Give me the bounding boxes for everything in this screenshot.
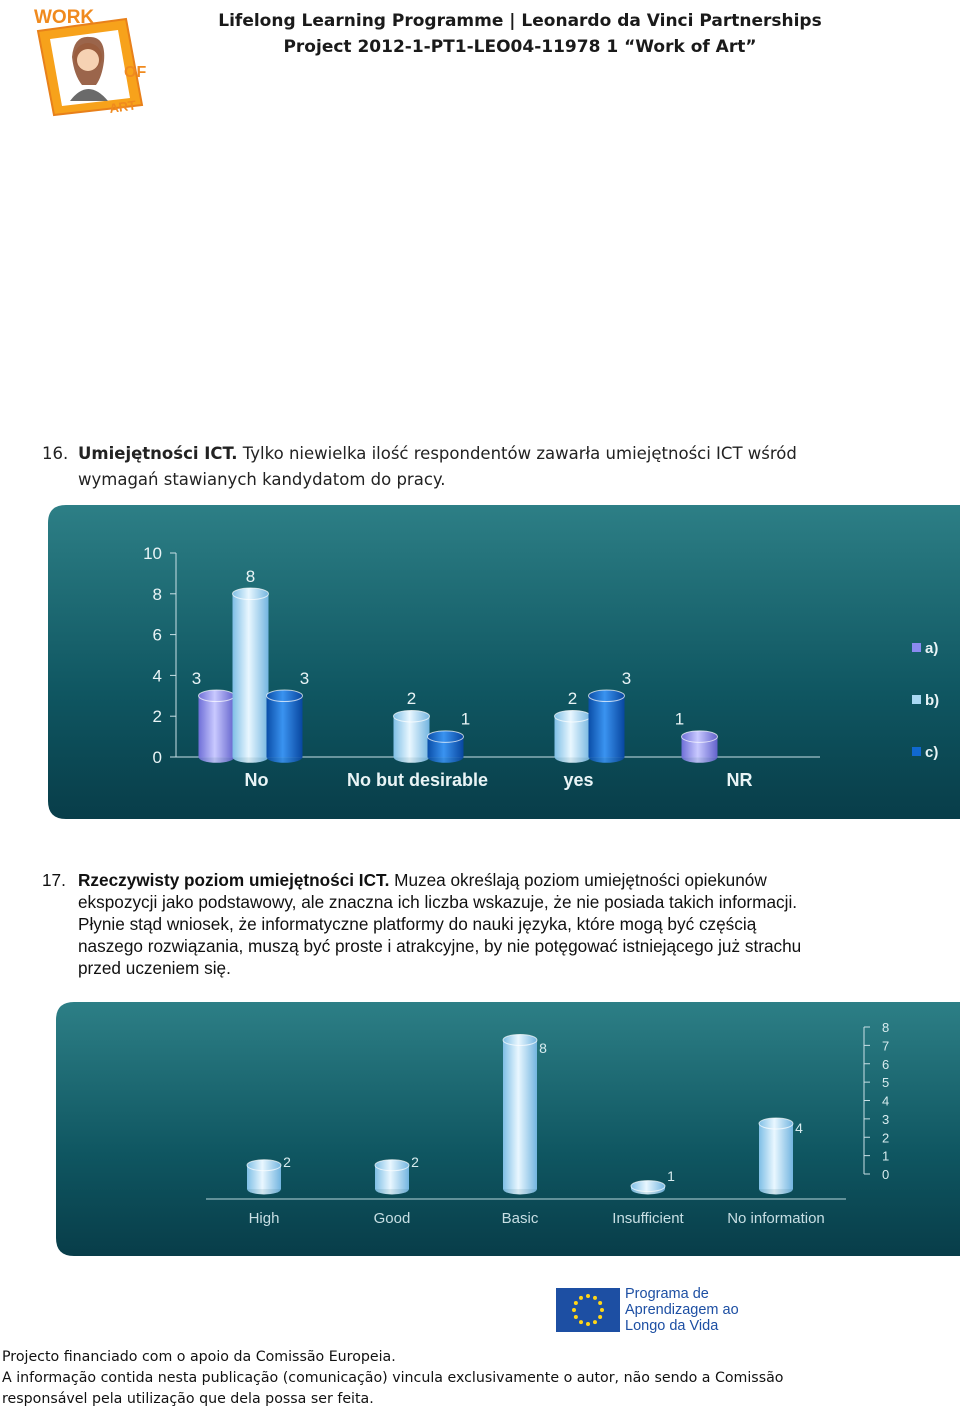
eu-flag-icon xyxy=(556,1288,620,1332)
chart-1-y-tick-label: 0 xyxy=(152,748,162,767)
footer-line-2: A informação contida nesta publicação (comunicação) vincula exclusivamente o autor, não sendo a Comissão xyxy=(2,1370,784,1386)
chart-2-data-label: 1 xyxy=(667,1168,675,1184)
chart-2-category-label: Basic xyxy=(501,1210,539,1227)
page-footer xyxy=(2,1347,942,1410)
eu-logo-line-1: Programa de xyxy=(625,1286,709,1302)
chart-1-data-label: 8 xyxy=(245,566,256,586)
chart-1-y-tick-label: 6 xyxy=(152,625,162,645)
section-16-number: 16. xyxy=(42,444,69,463)
section-17-line-3: naszego rozwiązania, muszą być proste i atrakcyjne, by nie potęgować istniejącego już strachu xyxy=(78,936,802,956)
chart-1-data-label: 1 xyxy=(674,709,685,729)
chart-1-data-label: 2 xyxy=(406,689,417,709)
eu-star-icon xyxy=(593,1296,597,1300)
chart-2-category-label: Good xyxy=(373,1210,411,1227)
section-16 xyxy=(42,441,842,493)
eu-programme-logo xyxy=(556,1288,756,1334)
eu-star-icon xyxy=(586,1294,590,1298)
chart-1-legend-swatch xyxy=(912,747,921,756)
section-17-text: Muzea określają poziom umiejętności opiekunów xyxy=(394,870,767,890)
section-17-line-2: Płynie stąd wniosek, że informatyczne platformy do nauki języka, które mogą być częścią xyxy=(78,914,757,934)
chart-2-y-tick-label: 4 xyxy=(882,1093,890,1109)
section-16-title: Umiejętności ICT. xyxy=(78,444,238,463)
eu-star-icon xyxy=(574,1315,578,1319)
chart-1-bar-b-1 xyxy=(394,710,430,762)
eu-star-icon xyxy=(598,1301,602,1305)
chart-2-y-tick-label: 0 xyxy=(882,1167,890,1182)
logo-art-text: ART xyxy=(108,97,137,116)
chart-1-data-label: 3 xyxy=(299,668,310,688)
chart-1-category-label: No but desirable xyxy=(346,770,489,790)
chart-2-bar-3 xyxy=(631,1181,665,1195)
chart-2-y-tick-label: 5 xyxy=(882,1075,890,1091)
section-17 xyxy=(42,869,902,979)
eu-logo-line-3: Longo da Vida xyxy=(625,1318,719,1334)
chart-1-y-tick-label: 2 xyxy=(152,707,162,727)
section-16-text-2: wymagań stawianych kandydatom do pracy. xyxy=(78,470,446,489)
chart-1-legend-swatch xyxy=(912,695,921,704)
section-17-line-1: ekspozycji jako podstawowy, ale znaczna ich liczba wskazuje, że nie posiada takich informacji. xyxy=(78,892,798,912)
chart-1-data-label: 3 xyxy=(621,668,632,688)
chart-1-data-label: 2 xyxy=(567,689,578,709)
chart-actual-ict-level xyxy=(56,1002,960,1256)
footer-line-3: responsável pela utilização que dela possa ser feita. xyxy=(2,1391,374,1407)
chart-2-data-label: 2 xyxy=(283,1154,291,1170)
chart-1-y-tick-label: 4 xyxy=(152,666,162,686)
chart-1-background xyxy=(48,505,960,819)
chart-1-bar-c-0 xyxy=(267,690,303,763)
chart-1-data-label: 3 xyxy=(191,668,202,688)
chart-1-legend-swatch xyxy=(912,643,921,652)
chart-1-bar-c-1 xyxy=(428,731,464,763)
eu-star-icon xyxy=(593,1320,597,1324)
header-project: Project 2012-1-PT1-LEO04-11978 1 “Work of Art” xyxy=(283,37,757,57)
chart-2-data-label: 8 xyxy=(539,1040,547,1056)
chart-2-data-label: 4 xyxy=(795,1120,803,1136)
chart-1-bar-b-0 xyxy=(233,588,269,763)
chart-2-data-label: 2 xyxy=(411,1154,419,1170)
section-17-title: Rzeczywisty poziom umiejętności ICT. xyxy=(78,870,390,890)
chart-ict-skills-required xyxy=(48,505,960,819)
chart-2-category-label: No information xyxy=(727,1210,825,1227)
chart-2-bar-4 xyxy=(759,1118,793,1194)
chart-1-bar-b-2 xyxy=(555,710,591,762)
footer-line-1: Projecto financiado com o apoio da Comissão Europeia. xyxy=(2,1349,396,1365)
page-header xyxy=(140,8,900,60)
header-programme: Lifelong Learning Programme | Leonardo da Vinci Partnerships xyxy=(218,11,822,31)
chart-1-category-label: NR xyxy=(726,770,753,790)
chart-1-category-label: No xyxy=(244,770,269,790)
eu-star-icon xyxy=(598,1315,602,1319)
logo-of-text: OF xyxy=(124,64,147,81)
chart-1-y-tick-label: 8 xyxy=(152,584,162,604)
chart-1-legend-label: c) xyxy=(925,744,939,761)
eu-star-icon xyxy=(572,1308,576,1312)
chart-1-legend-label: a) xyxy=(925,640,939,657)
chart-2-bar-2 xyxy=(503,1035,537,1195)
chart-2-y-tick-label: 6 xyxy=(882,1056,890,1072)
section-17-line-4: przed uczeniem się. xyxy=(78,958,231,978)
work-of-art-logo xyxy=(30,5,150,120)
chart-2-y-tick-label: 1 xyxy=(882,1148,890,1164)
eu-star-icon xyxy=(579,1320,583,1324)
chart-1-y-tick-label: 10 xyxy=(143,544,162,563)
chart-1-bar-a-0 xyxy=(199,690,235,763)
chart-2-y-tick-label: 3 xyxy=(882,1111,890,1127)
chart-2-bar-1 xyxy=(375,1160,409,1195)
eu-star-icon xyxy=(574,1301,578,1305)
chart-2-y-tick-label: 7 xyxy=(882,1038,890,1054)
eu-star-icon xyxy=(586,1322,590,1326)
chart-1-data-label: 1 xyxy=(460,709,471,729)
chart-2-category-label: High xyxy=(248,1210,280,1227)
chart-1-legend-label: b) xyxy=(925,692,940,709)
chart-1-bar-a-3 xyxy=(682,731,718,763)
chart-2-bar-0 xyxy=(247,1160,281,1195)
chart-1-bar-c-2 xyxy=(589,690,625,763)
section-17-number: 17. xyxy=(42,870,66,890)
chart-1-category-label: yes xyxy=(563,770,594,790)
section-16-text: Tylko niewielka ilość respondentów zawarła umiejętności ICT wśród xyxy=(242,444,797,463)
eu-star-icon xyxy=(600,1308,604,1312)
chart-2-y-tick-label: 2 xyxy=(882,1130,890,1146)
eu-star-icon xyxy=(579,1296,583,1300)
chart-2-y-tick-label: 8 xyxy=(882,1020,890,1035)
eu-logo-line-2: Aprendizagem ao xyxy=(625,1302,739,1318)
logo-work-text: WORK xyxy=(34,7,95,28)
chart-2-category-label: Insufficient xyxy=(612,1210,684,1227)
